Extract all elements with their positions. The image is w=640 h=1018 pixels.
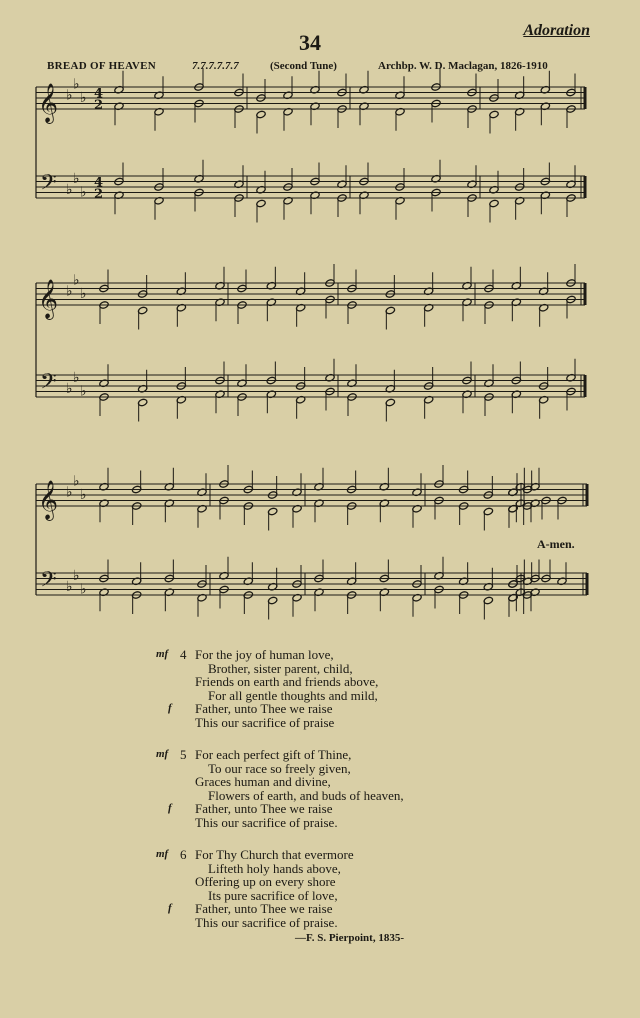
verse-line-text: Father, unto Thee we raise — [195, 801, 333, 817]
meter: 7.7.7.7.7.7 — [192, 60, 239, 72]
flat-sign: ♭ — [73, 473, 80, 490]
verse-line-text: For each perfect gift of Thine, — [195, 747, 352, 762]
hymn-number: 34 — [299, 30, 321, 55]
dynamic-mark: mf — [156, 748, 169, 760]
time-signature: 2 — [94, 98, 104, 113]
verse-line-text: Flowers of earth, and buds of heaven, — [208, 787, 404, 803]
flat-sign: ♭ — [73, 567, 80, 584]
verse-line-text: Father, unto Thee we raise — [195, 901, 333, 917]
tune-name: BREAD OF HEAVEN — [47, 60, 157, 72]
verse-line-text: Offering up on every shore — [195, 874, 336, 890]
treble-clef-icon: 𝄞 — [38, 279, 59, 319]
dynamic-mark: mf — [156, 848, 169, 860]
verse-line-text: This our sacrifice of praise. — [195, 814, 338, 830]
flat-sign: ♭ — [73, 76, 80, 93]
dynamic-mark: f — [168, 902, 172, 915]
flat-sign: ♭ — [66, 87, 73, 104]
time-signature: 4 — [94, 175, 104, 191]
verse-line-text: Brother, sister parent, child, — [208, 660, 353, 676]
amen-label: A-men. — [537, 537, 575, 551]
flat-sign: ♭ — [80, 286, 87, 302]
verse-line-text: For the joy of human love, — [195, 647, 334, 662]
attribution: —F. S. Pierpoint, 1835- — [295, 932, 404, 944]
flat-sign: ♭ — [80, 581, 87, 598]
flat-sign: ♭ — [73, 369, 80, 386]
verse-line-text: Friends on earth and friends above, — [195, 674, 379, 690]
verse-line-text: Father, unto Thee we raise — [195, 701, 333, 717]
flat-sign: ♭ — [66, 578, 73, 595]
verse-number: 5 — [180, 747, 187, 762]
verse-line-text: For Thy Church that evermore — [195, 847, 354, 862]
flat-sign: ♭ — [80, 383, 87, 400]
verse-line-text: Lifteth holy hands above, — [208, 860, 341, 876]
verse-line-text: To our race so freely given, — [208, 760, 351, 776]
time-signature: 4 — [94, 86, 104, 102]
time-signature: 2 — [94, 187, 104, 202]
flat-sign: ♭ — [66, 283, 73, 300]
section-title: Adoration — [523, 22, 590, 39]
dynamic-mark: mf — [156, 648, 169, 660]
treble-clef-icon: 𝄞 — [38, 480, 59, 520]
flat-sign: ♭ — [66, 380, 73, 397]
treble-clef-icon: 𝄞 — [38, 83, 59, 123]
bass-clef-icon: 𝄢 — [40, 567, 57, 598]
flat-sign: ♭ — [80, 487, 87, 503]
verse-line-text: Its pure sacrifice of love, — [208, 887, 338, 903]
flat-sign: ♭ — [66, 484, 73, 501]
flat-sign: ♭ — [80, 90, 87, 106]
composer: Archbp. W. D. Maclagan, 1826-1910 — [378, 60, 548, 72]
flat-sign: ♭ — [73, 170, 80, 187]
dynamic-mark: f — [168, 702, 172, 715]
verse-number: 6 — [180, 847, 187, 862]
verse-line-text: This our sacrifice of praise — [195, 714, 335, 730]
flat-sign: ♭ — [80, 184, 87, 201]
verse-line-text: For all gentle thoughts and mild, — [208, 687, 378, 703]
flat-sign: ♭ — [73, 272, 80, 289]
verse-line-text: Graces human and divine, — [195, 774, 331, 790]
bass-clef-icon: 𝄢 — [40, 170, 57, 201]
dynamic-mark: f — [168, 802, 172, 815]
bass-clef-icon: 𝄢 — [40, 369, 57, 400]
flat-sign: ♭ — [66, 181, 73, 198]
verse-number: 4 — [180, 647, 187, 662]
tune-note: (Second Tune) — [270, 60, 337, 72]
verse-line-text: This our sacrifice of praise. — [195, 914, 338, 930]
